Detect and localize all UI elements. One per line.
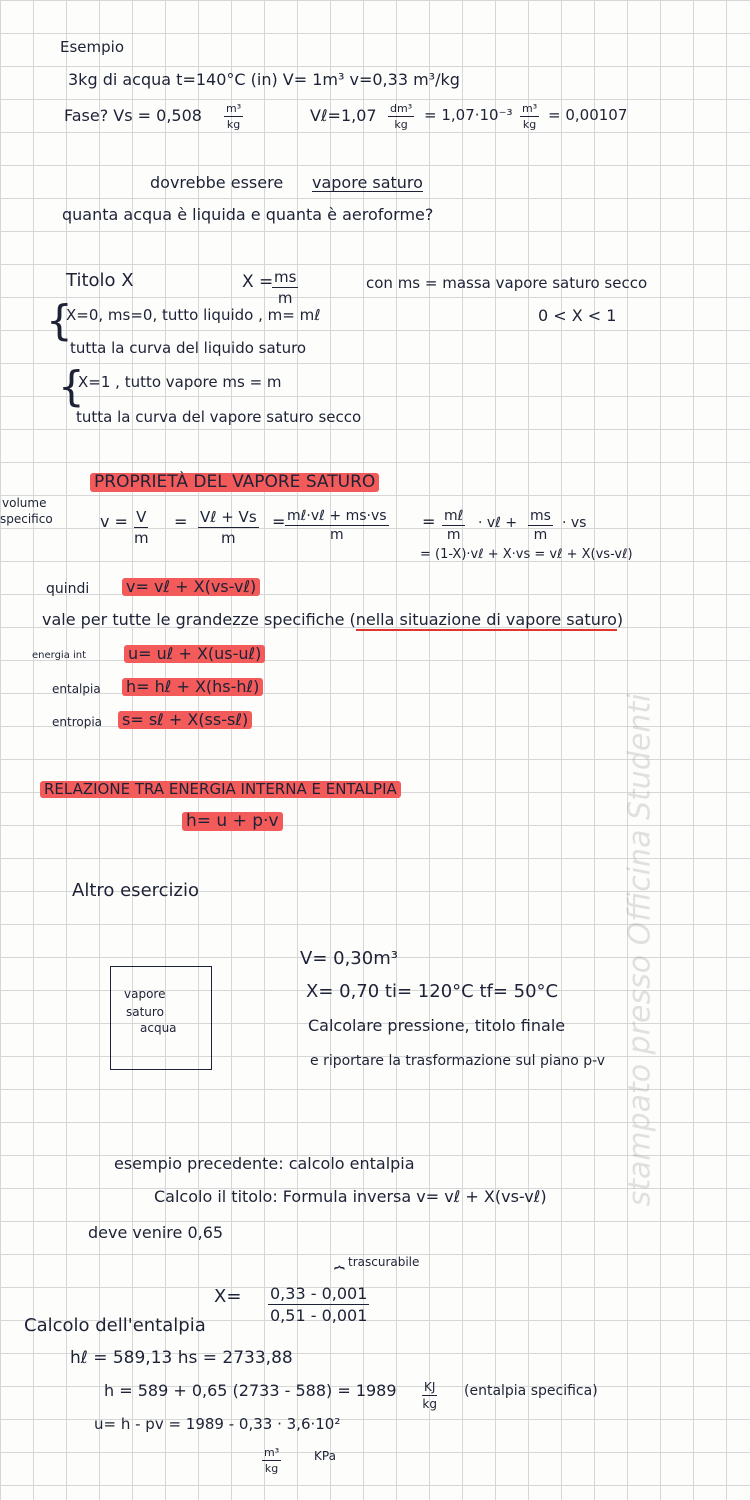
- properties-title: PROPRIETÀ DEL VAPORE SATURO: [90, 473, 379, 492]
- frac-m-4: m: [446, 527, 461, 543]
- case-1-line-b: tutta la curva del vapore saturo secco: [76, 408, 362, 426]
- box-saturo: saturo: [126, 1005, 164, 1019]
- calc-quality-title: Calcolo il titolo: Formula inversa v= vℓ + X(vs-vℓ): [154, 1187, 547, 1206]
- frac-V: V: [136, 508, 147, 526]
- enthalpy-title: Calcolo dell'entalpia: [24, 1315, 206, 1336]
- valid-close: ): [616, 610, 624, 629]
- formula-s: s= sℓ + X(ss-sℓ): [118, 711, 252, 729]
- frac-ml: mℓ: [444, 508, 464, 524]
- box-vapore: vapore: [124, 987, 166, 1001]
- quality-calc-num: 0,33 - 0,001: [270, 1284, 368, 1303]
- example-line-1: 3kg di acqua t=140°C (in) V= 1m³ v=0,33 m³/kg: [68, 70, 460, 89]
- example-line-2b: Vℓ=1,07: [310, 106, 377, 125]
- relation-title: RELAZIONE TRA ENERGIA INTERNA E ENTALPIA: [40, 781, 401, 798]
- kg-under: kg: [264, 1462, 279, 1475]
- frac-m-3: m: [329, 527, 344, 543]
- frac-m-2: m: [221, 529, 236, 547]
- should-be-text: dovrebbe essere: [150, 173, 284, 192]
- masses-fraction: [285, 508, 389, 543]
- eq-1: =: [174, 512, 188, 531]
- saturated-vapor-text: vapore saturo: [312, 173, 423, 192]
- kg-unit: kg: [422, 1397, 437, 1411]
- m3-under: m³: [264, 1446, 280, 1459]
- negligible-brace: ⏞: [334, 1266, 345, 1287]
- ml-over-m-fraction: [442, 508, 465, 543]
- frac-ms: ms: [530, 508, 551, 524]
- formula-u: u= uℓ + X(us-uℓ): [124, 645, 265, 663]
- given-volume: V= 0,30m³: [300, 948, 398, 969]
- v-over-m-fraction: [134, 508, 149, 547]
- quality-title: Titolo X: [66, 270, 134, 291]
- frac-m: m: [134, 529, 149, 547]
- side-label-volume: volume: [2, 496, 47, 510]
- quality-m: m: [277, 289, 293, 307]
- valid-for-text: [42, 612, 623, 628]
- kpa-under: KPa: [314, 1449, 336, 1463]
- unit-m3-2: m³: [522, 102, 538, 115]
- example-line-2c: = 1,07·10⁻³: [424, 106, 513, 124]
- unit-kg-2: kg: [394, 118, 408, 131]
- h-note: (entalpia specifica): [464, 1383, 598, 1399]
- frac-m-5: m: [533, 527, 548, 543]
- kj-unit: KJ: [424, 1380, 436, 1394]
- relation-formula: h= u + p·v: [182, 812, 283, 831]
- unit-m3: m³: [226, 102, 242, 115]
- valid-note: nella situazione di vapore saturo: [355, 610, 617, 629]
- quality-ms: ms: [274, 268, 297, 286]
- quindi-label: quindi: [46, 581, 90, 597]
- vl-vs-fraction: [198, 508, 259, 547]
- example-line-2a: Fase? Vs = 0,508: [64, 106, 202, 125]
- dot-vs: · vs: [562, 515, 587, 531]
- unit-m3-per-kg-2: [520, 102, 539, 131]
- frac-ml-vl: mℓ·vℓ + ms·vs: [287, 508, 387, 524]
- eq-2: =: [272, 512, 286, 531]
- label-enthalpy: entalpia: [52, 682, 101, 696]
- label-entropy: entropia: [52, 715, 103, 729]
- side-label-specific: specifico: [0, 512, 53, 526]
- unit-kg-3: kg: [522, 118, 537, 131]
- quality-with: con ms = massa vapore saturo secco: [366, 274, 648, 292]
- unit-m3-per-kg: [224, 102, 243, 131]
- previous-example: esempio precedente: calcolo entalpia: [114, 1154, 415, 1173]
- expanded-formula: = (1-X)·vℓ + X·vs = vℓ + X(vs-vℓ): [420, 547, 633, 562]
- label-internal-energy: energia int: [32, 650, 87, 661]
- exercise-title: Altro esercizio: [72, 880, 200, 901]
- v-eq: v =: [100, 512, 128, 531]
- unit-dm3-per-kg: [388, 102, 414, 131]
- negligible-note: trascurabile: [348, 1255, 420, 1269]
- eq-3: =: [422, 512, 436, 531]
- quality-range: 0 < X < 1: [538, 306, 617, 325]
- unit-kg: kg: [226, 118, 241, 131]
- should-come: deve venire 0,65: [88, 1223, 224, 1242]
- case-0-line-b: tutta la curva del liquido saturo: [70, 339, 307, 357]
- valid-for: vale per tutte le grandezze specifiche (: [42, 610, 356, 629]
- h-calc: h = 589 + 0,65 (2733 - 588) = 1989: [104, 1381, 397, 1400]
- hl-hs-values: hℓ = 589,13 hs = 2733,88: [70, 1348, 293, 1368]
- brace-case-1: {: [58, 362, 85, 411]
- example-line-2d: = 0,00107: [548, 106, 628, 124]
- dot-vl-plus: · vℓ +: [478, 515, 518, 531]
- quality-x-eq: X =: [242, 272, 274, 292]
- unit-dm3: dm³: [390, 102, 413, 115]
- quality-fraction: [272, 268, 298, 307]
- u-calc: u= h - pv = 1989 - 0,33 · 3,6·10²: [94, 1415, 341, 1433]
- question-text: quanta acqua è liquida e quanta è aeroforme?: [62, 205, 434, 224]
- ms-over-m-fraction: [528, 508, 553, 543]
- case-0-line-a: X=0, ms=0, tutto liquido , m= mℓ: [66, 306, 321, 324]
- x-eq: X=: [214, 1286, 242, 1307]
- m3-per-kg-under: [262, 1446, 281, 1475]
- frac-vl-vs: Vℓ + Vs: [200, 508, 257, 526]
- watermark: stampato presso Officina Studenti: [622, 693, 658, 1207]
- example-heading: Esempio: [60, 38, 124, 56]
- quality-calc-den: 0,51 - 0,001: [270, 1306, 368, 1325]
- formula-v: v= vℓ + X(vs-vℓ): [122, 578, 260, 596]
- case-1-line-a: X=1 , tutto vapore ms = m: [78, 373, 282, 391]
- box-acqua: acqua: [140, 1021, 177, 1035]
- quality-calc-fraction: [268, 1284, 369, 1325]
- task-line-2: e riportare la trasformazione sul piano p-v: [310, 1053, 606, 1069]
- kj-per-kg: [422, 1380, 437, 1411]
- task-line-1: Calcolare pressione, titolo finale: [308, 1016, 566, 1035]
- brace-case-0: {: [46, 296, 73, 345]
- formula-h: h= hℓ + X(hs-hℓ): [122, 678, 263, 696]
- given-quality-temps: X= 0,70 ti= 120°C tf= 50°C: [306, 981, 559, 1002]
